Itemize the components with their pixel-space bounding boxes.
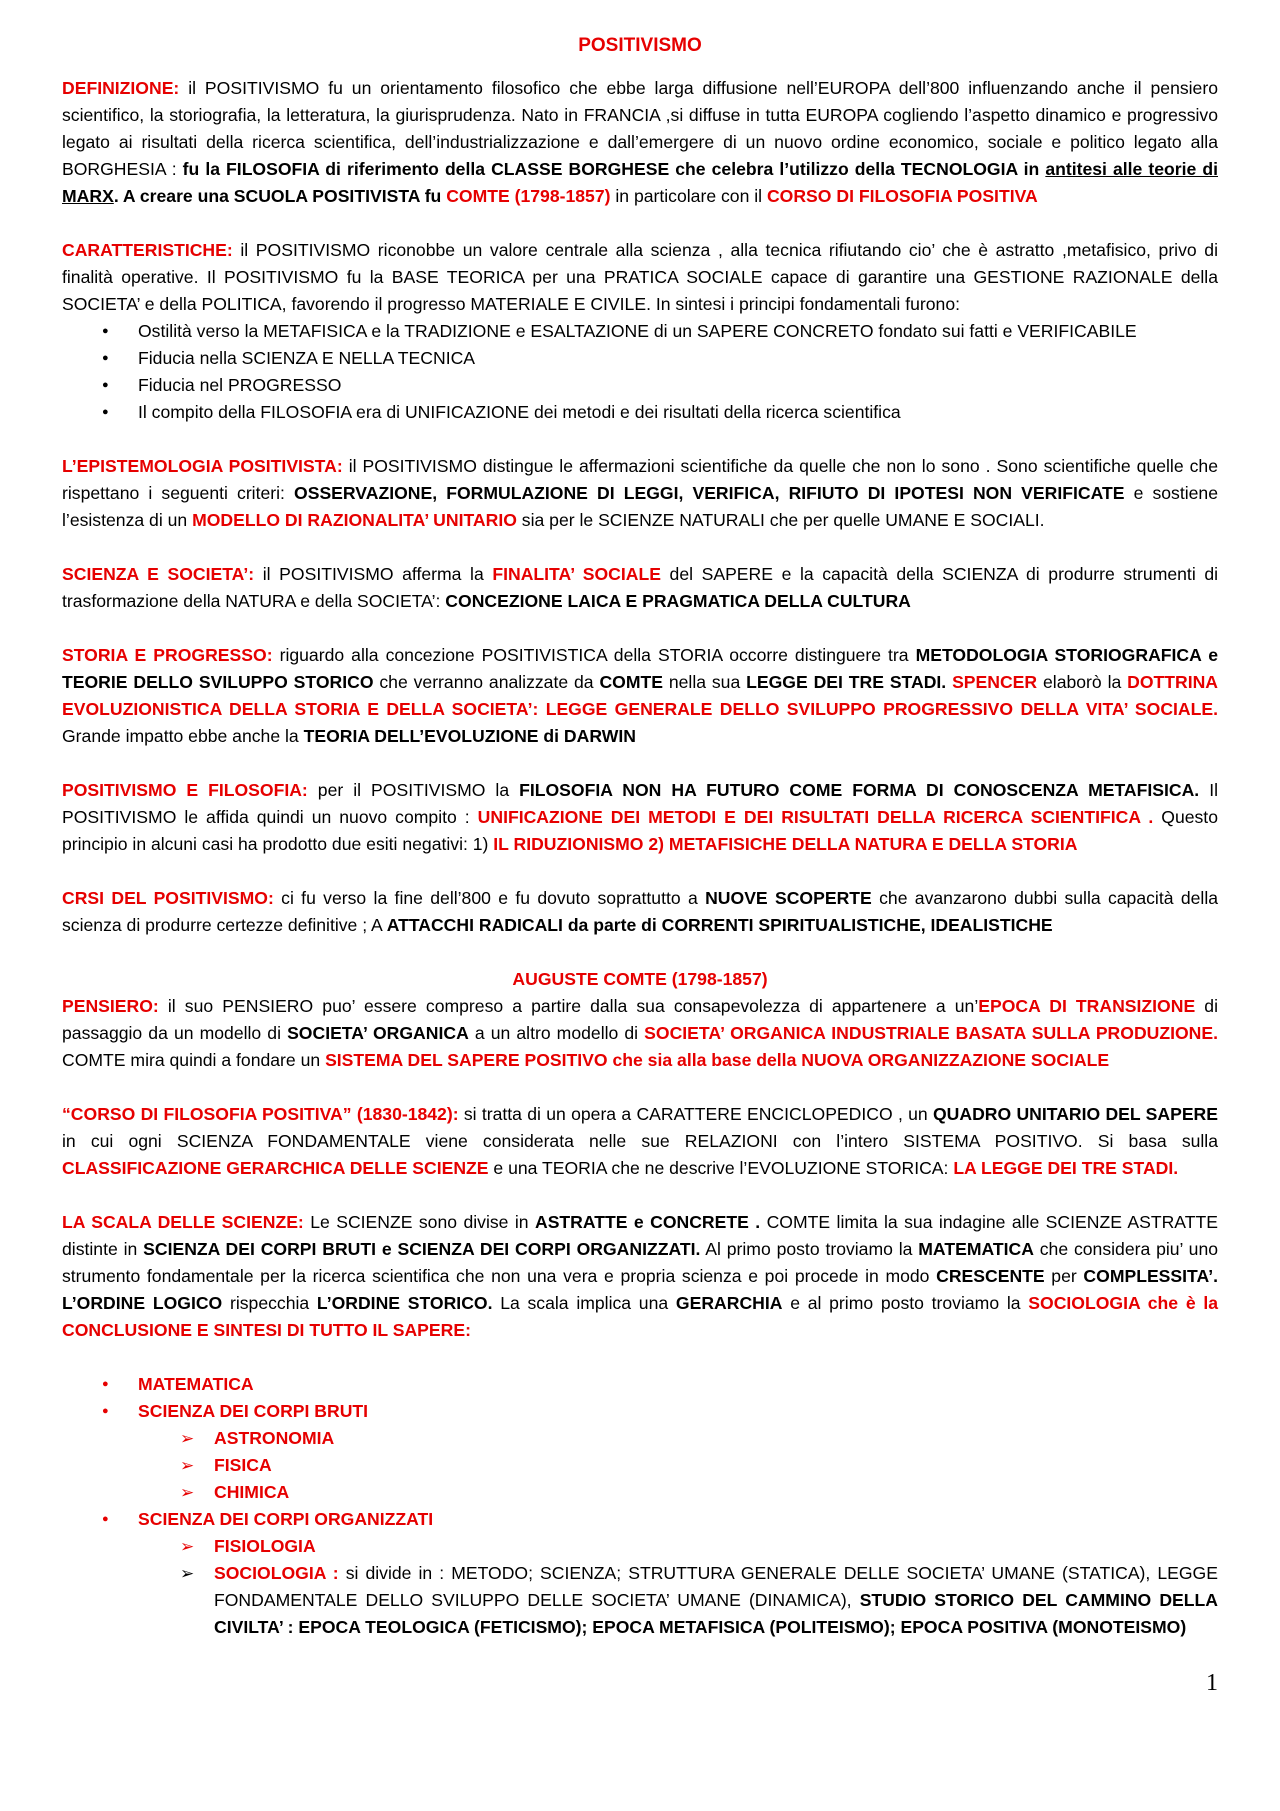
section-scienza-societa: SCIENZA E SOCIETA’: il POSITIVISMO afferma la FINALITA’ SOCIALE del SAPERE e la capacità della SCIENZA di produrre strumenti di trasformazione della NATURA e della SOCIETA’: CONCEZIONE LAICA E PRAGMATICA DELLA CULTURA (62, 564, 1219, 611)
sub-list-item-sociologia: ➢ SOCIOLOGIA : si divide in : METODO; SCIENZA; STRUTTURA GENERALE DELLE SOCIETA’ UMANE (STATICA), LEGGE FONDAMENTALE DELLO SVILUPPO DELLE SOCIETA’ UMANE (DINAMICA), STUDIO STORICO DEL CAMMINO DELLA CIVILTA’ : EPOCA TEOLOGICA (FETICISMO); EPOCA METAFISICA (POLITEISMO); EPOCA POSITIVA (MONOTEISMO) (62, 1560, 1218, 1641)
section-caratteristiche: CARATTERISTICHE: il POSITIVISMO riconobbe un valore centrale alla scienza , alla tecnica rifiutando cio’ che è astratto ,metafisico, privo di finalità operative. Il POSITIVISMO fu la BASE TEORICA per una PRATICA SOCIALE capace di garantire una GESTIONE RAZIONALE della SOCIETA’ e della POLITICA, favorendo il progresso MATERIALE E CIVILE. In sintesi i principi fondamentali furono: ● Ostilità verso la METAFISICA e la TRADIZIONE e ESALTAZIONE di un SAPERE CONCRETO fondato sui fatti e VERIFICABILE ● Fiducia nella SCIENZA E NELLA TECNICA ● Fiducia nel PROGRESSO ● Il compito della FILOSOFIA era di UNIFICAZIONE dei metodi e dei risultati della ricerca scientifica (62, 237, 1218, 426)
bruti-sublist (62, 1425, 1218, 1506)
sub-list-item: ➢ FISICA (62, 1452, 1218, 1479)
section-scala: LA SCALA DELLE SCIENZE: Le SCIENZE sono divise in ASTRATTE e CONCRETE . COMTE limita la sua indagine alle SCIENZE ASTRATTE distinte in SCIENZA DEI CORPI BRUTI e SCIENZA DEI CORPI ORGANIZZATI. Al primo posto troviamo la MATEMATICA che considera piu’ uno strumento fondamentale per la ricerca scientifica che non una vera e propria scienza e poi procede in modo CRESCENTE per COMPLESSITA’. L’ORDINE LOGICO rispecchia L’ORDINE STORICO. La scala implica una GERARCHIA e al primo posto troviamo la SOCIOLOGIA che è la CONCLUSIONE E SINTESI DI TUTTO IL SAPERE: (62, 1212, 1219, 1340)
sciences-list (62, 1371, 1218, 1425)
list-item: ● Il compito della FILOSOFIA era di UNIFICAZIONE dei metodi e dei risultati della ricerca scientifica (62, 399, 1218, 426)
sub-list-item: ➢ ASTRONOMIA (62, 1425, 1218, 1452)
page-title: POSITIVISMO (578, 35, 702, 56)
principles-list (62, 318, 1218, 426)
section-positivismo-filosofia: POSITIVISMO E FILOSOFIA: per il POSITIVISMO la FILOSOFIA NON HA FUTURO COME FORMA DI CONOSCENZA METAFISICA. Il POSITIVISMO le affida quindi un nuovo compito : UNIFICAZIONE DEI METODI E DEI RISULTATI DELLA RICERCA SCIENTIFICA . Questo principio in alcuni casi ha prodotto due esiti negativi: 1) IL RIDUZIONISMO 2) METAFISICHE DELLA NATURA E DELLA STORIA (62, 780, 1218, 854)
section-pensiero: PENSIERO: il suo PENSIERO puo’ essere compreso a partire dalla sua consapevolezza di appartenere a un’EPOCA DI TRANSIZIONE di passaggio da un modello di SOCIETA’ ORGANICA a un altro modello di SOCIETA’ ORGANICA INDUSTRIALE BASATA SULLA PRODUZIONE. COMTE mira quindi a fondare un SISTEMA DEL SAPERE POSITIVO che sia alla base della NUOVA ORGANIZZAZIONE SOCIALE (62, 996, 1219, 1070)
section-corso: “CORSO DI FILOSOFIA POSITIVA” (1830-1842): si tratta di un opera a CARATTERE ENCICLOPEDICO , un QUADRO UNITARIO DEL SAPERE in cui ogni SCIENZA FONDAMENTALE viene considerata nelle sue RELAZIONI con l’intero SISTEMA POSITIVO. Si basa sulla CLASSIFICAZIONE GERARCHICA DELLE SCIENZE e una TEORIA che ne descrive l’EVOLUZIONE STORICA: LA LEGGE DEI TRE STADI. (62, 1104, 1218, 1178)
definizione-label: DEFINIZIONE: (62, 78, 180, 98)
list-item: ● Ostilità verso la METAFISICA e la TRADIZIONE e ESALTAZIONE di un SAPERE CONCRETO fondato sui fatti e VERIFICABILE (62, 318, 1218, 345)
list-item: ● Fiducia nel PROGRESSO (62, 372, 1218, 399)
list-item: ● SCIENZA DEI CORPI BRUTI (62, 1398, 1218, 1425)
page-number: 1 (1206, 1670, 1218, 1696)
caratteristiche-label: CARATTERISTICHE: (62, 240, 233, 260)
section-epistemologia: L’EPISTEMOLOGIA POSITIVISTA: il POSITIVISMO distingue le affermazioni scientifiche da quelle che non lo sono . Sono scientifiche quelle che rispettano i seguenti criteri: OSSERVAZIONE, FORMULAZIONE DI LEGGI, VERIFICA, RIFIUTO DI IPOTESI NON VERIFICATE e sostiene l’esistenza di un MODELLO DI RAZIONALITA’ UNITARIO sia per le SCIENZE NATURALI che per quelle UMANE E SOCIALI. (62, 456, 1218, 530)
sub-list-item: ➢ CHIMICA (62, 1479, 1218, 1506)
list-item: ● SCIENZA DEI CORPI ORGANIZZATI (62, 1506, 1218, 1533)
sub-list-item: ➢ FISIOLOGIA (62, 1533, 1218, 1560)
sciences-list-2 (62, 1506, 1218, 1533)
underlined-text: antitesi alle teorie di MARX (62, 159, 1218, 206)
section-crisi: CRSI DEL POSITIVISMO: ci fu verso la fine dell’800 e fu dovuto soprattutto a NUOVE SCOPERTE che avanzarono dubbi sulla capacità della scienza di produrre certezze definitive ; A ATTACCHI RADICALI da parte di CORRENTI SPIRITUALISTICHE, IDEALISTICHE (62, 888, 1219, 935)
organizzati-sublist (62, 1533, 1218, 1641)
section-definizione: DEFINIZIONE: il POSITIVISMO fu un orientamento filosofico che ebbe larga diffusione nell’EUROPA dell’800 influenzando anche il pensiero scientifico, la storiografia, la letteratura, la giurisprudenza. Nato in FRANCIA ,si diffuse in tutta EUROPA cogliendo l’aspetto dinamico e progressivo legato ai risultati della ricerca scientifica, dell’industrializzazione e dall’emergere di un nuovo ordine economico, sociale e politico legato alla BORGHESIA : fu la FILOSOFIA di riferimento della CLASSE BORGHESE che celebra l’utilizzo della TECNOLOGIA in antitesi alle teorie di MARX. A creare una SCUOLA POSITIVISTA fu COMTE (1798-1857) in particolare con il CORSO DI FILOSOFIA POSITIVA (62, 78, 1218, 206)
comte-heading: AUGUSTE COMTE (1798-1857) (512, 969, 768, 989)
list-item: ● Fiducia nella SCIENZA E NELLA TECNICA (62, 345, 1218, 372)
list-item: ● MATEMATICA (62, 1371, 1218, 1398)
document-page (62, 32, 1218, 1641)
section-storia-progresso: STORIA E PROGRESSO: riguardo alla concezione POSITIVISTICA della STORIA occorre distinguere tra METODOLOGIA STORIOGRAFICA e TEORIE DELLO SVILUPPO STORICO che verranno analizzate da COMTE nella sua LEGGE DEI TRE STADI. SPENCER elaborò la DOTTRINA EVOLUZIONISTICA DELLA STORIA E DELLA SOCIETA’: LEGGE GENERALE DELLO SVILUPPO PROGRESSIVO DELLA VITA’ SOCIALE. Grande impatto ebbe anche la TEORIA DELL’EVOLUZIONE di DARWIN (62, 645, 1219, 746)
